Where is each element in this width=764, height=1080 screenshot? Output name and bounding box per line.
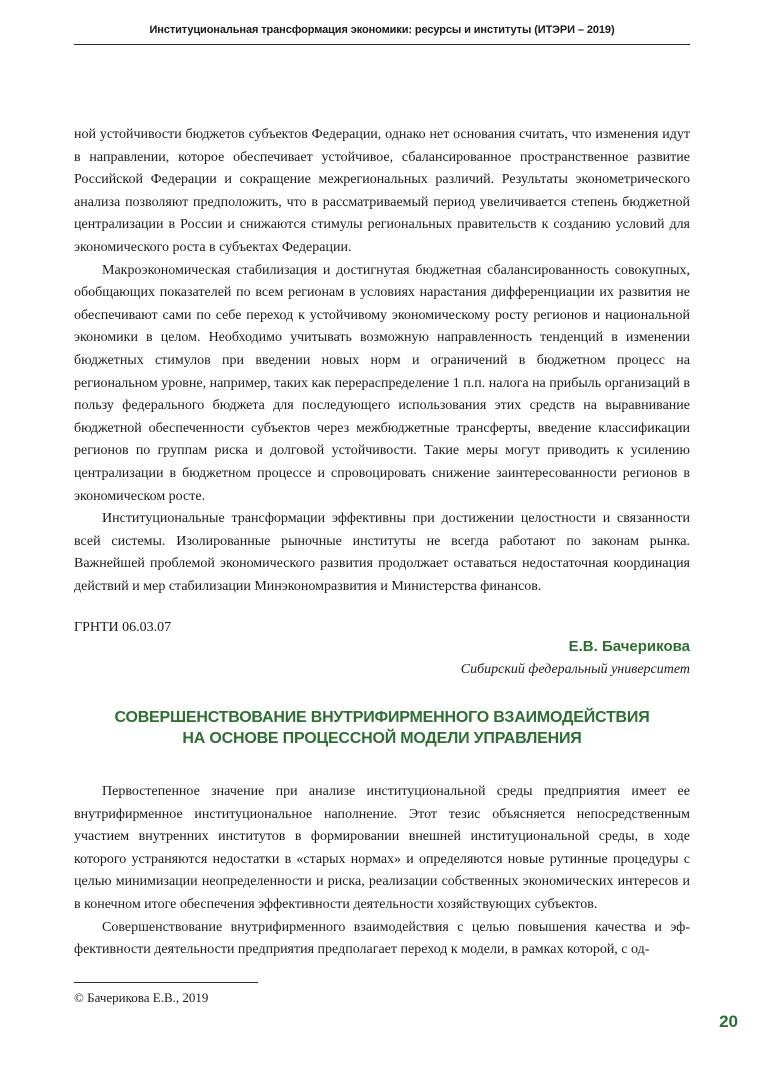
article-title-line: СОВЕРШЕНСТВОВАНИЕ ВНУТРИФИРМЕННОГО ВЗАИМОДЕЙСТВИЯ	[114, 709, 650, 726]
grnti-code: ГРНТИ 06.03.07	[74, 620, 172, 635]
paragraph: Институциональные трансформации эффективны при достижении целостности и связанности всей системы. Изолированные рыночные институты не всегда работают по законам рынка. Важнейшей проблемой экономического развития продолжает оставаться недостаточная координация действий и мер стабилизации Минэкономразвития и Министерства финансов.	[74, 511, 690, 594]
header-divider	[74, 44, 690, 45]
article-title-line: НА ОСНОВЕ ПРОЦЕССНОЙ МОДЕЛИ УПРАВЛЕНИЯ	[182, 730, 582, 747]
running-header: Институциональная трансформация экономики: ресурсы и институты (ИТЭРИ – 2019)	[149, 24, 615, 36]
page-number: 20	[719, 1012, 738, 1031]
paragraph: Первостепенное значение при анализе институциональной среды предприятия имеет ее внутрифирменное институциональное наполнение. Этот тезис объясняется непосредственным участием внутренних институтов в формировании внешней институциональной среды, в ходе которого устраняются недостатки в «старых нормах» и определяются новые рутинные процедуры с целью минимизации неопределенности и риска, реализации собственных экономических интересов и в конечном итоге обеспечения эффективности деятельности хозяйствующих субъектов.	[74, 784, 690, 912]
article-body	[74, 781, 690, 962]
article-title	[74, 707, 690, 749]
footnote-divider	[74, 982, 258, 983]
paragraph: Макроэкономическая стабилизация и достигнутая бюджетная сбалансированность совокупных, обобщающих показателей по всем регионам в условиях нарастания дифференциации их развития не обеспечивают сами по себе переход к устойчивому экономическому росту регионов и национальной экономики в целом. Необходимо учитывать возможную направленность тенденций в изменении бюджетных стимулов при введении новых норм и ограничений в бюджетном процесс на региональном уровне, например, таких как перераспределение 1 п.п. налога на прибыль организаций в пользу федерального бюджета для последующего использования этих средств на выравнивание бюджетной обеспеченности субъектов через межбюджетные трансферты, введение классификации регионов по группам риска и долговой устойчивости. Такие меры могут приводить к усилению централизации в бюджетном процессе и спровоцировать снижение заинтересованности регионов в экономическом росте.	[74, 262, 690, 504]
continued-article-text	[74, 124, 690, 598]
author-affiliation: Сибирский федеральный университет	[460, 662, 690, 677]
copyright-footnote: © Бачерикова Е.В., 2019	[74, 990, 209, 1005]
paragraph: ной устойчивости бюджетов субъектов Федерации, однако нет основания считать, что изменения идут в направлении, которое обеспечивает устойчивое, сбалансированное пространственное развитие Российской Федерации и сокращение межрегиональных различий. Результаты эконометрического анализа позволяют предположить, что в рассматриваемый период увеличивается степень бюджетной централизации в России и снижаются стимулы региональных правительств к созданию условий для экономического роста в субъектах Федерации.	[74, 127, 690, 255]
author-name: Е.В. Бачерикова	[568, 638, 690, 655]
paragraph: Совершенствование внутрифирменного взаимодействия с целью повышения качества и эффективности деятельности предприятия предполагает переход к модели, в рамках которой, с од-	[74, 919, 690, 958]
